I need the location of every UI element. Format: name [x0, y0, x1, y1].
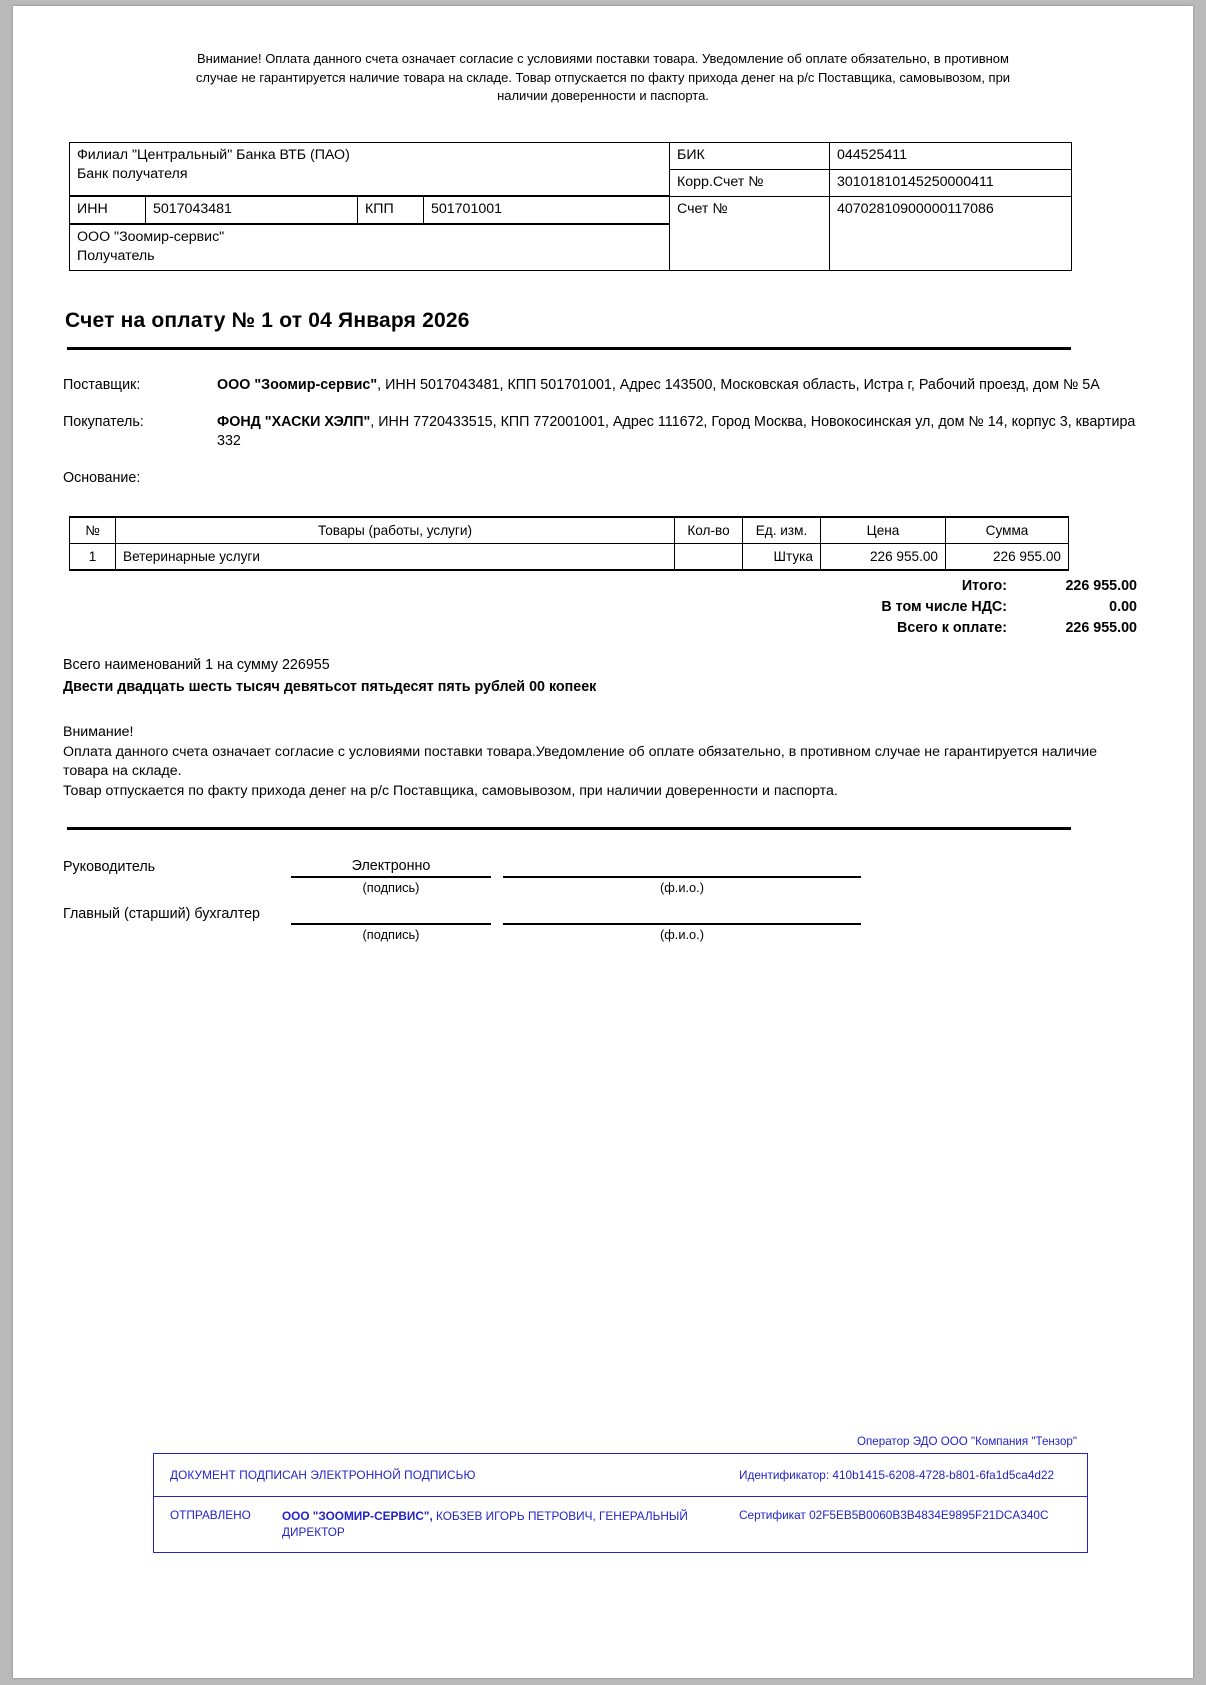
stamp-signer-person: КОБЗЕВ ИГОРЬ ПЕТРОВИЧ, ГЕНЕРАЛЬНЫЙ ДИРЕКТОР: [282, 1509, 688, 1539]
caption-fio-2: (ф.и.о.): [660, 927, 704, 942]
receiver-caption: Получатель: [77, 248, 155, 264]
invoice-page: [13, 6, 1193, 1678]
summary-words: Двести двадцать шесть тысяч девятьсот пятьдесят пять рублей 00 копеек: [63, 679, 597, 695]
accountant-signature: [291, 903, 491, 925]
parties-block: [63, 376, 1143, 488]
cell-number: 1: [70, 544, 116, 571]
supplier-label: Поставщик:: [63, 377, 141, 393]
accountant-fio: [503, 903, 861, 925]
director-captions: [63, 880, 1143, 895]
caption-gap-2: [491, 927, 503, 942]
attention-line-2: Товар отпускается по факту прихода денег на р/с Поставщика, самовывозом, при наличии доверенности и паспорта.: [63, 782, 838, 799]
buyer-name: ФОНД "ХАСКИ ХЭЛП": [217, 413, 371, 430]
accountant-captions: [63, 927, 1143, 942]
buyer-details: , ИНН 7720433515, КПП 772001001, Адрес 111672, Город Москва, Новокосинская ул, дом № 14, корпус 3, квартира 332: [217, 413, 1136, 449]
cell-quantity: [675, 544, 743, 571]
signatures-block: [63, 856, 1143, 942]
bank-caption: Банк получателя: [77, 165, 188, 182]
director-signature: Электронно: [291, 856, 491, 878]
col-sum: Сумма: [946, 517, 1069, 544]
inn-value: 5017043481: [146, 196, 358, 224]
corr-account-label: Корр.Счет №: [670, 169, 830, 196]
caption-signature-1: (подпись): [362, 880, 420, 895]
accountant-row: [63, 903, 1143, 925]
col-number: №: [70, 517, 116, 544]
bik-value: 044525411: [830, 142, 1072, 169]
stamp-certificate: Сертификат 02F5EB5B0060B3B4834E9895F21DCA340C: [739, 1508, 1049, 1522]
title-divider: [67, 347, 1071, 350]
stamp-signed-text: ДОКУМЕНТ ПОДПИСАН ЭЛЕКТРОННОЙ ПОДПИСЬЮ: [170, 1468, 476, 1482]
total-value-payable: 226 955.00: [1065, 620, 1137, 636]
stamp-divider: [154, 1496, 1087, 1497]
signature-divider: [67, 827, 1071, 830]
basis-label: Основание:: [63, 469, 141, 486]
supplier-value: [217, 376, 1143, 396]
items-header-row: [70, 517, 1069, 544]
col-unit: Ед. изм.: [743, 517, 821, 544]
summary-block: [63, 655, 1143, 697]
total-value-itogo: 226 955.00: [1065, 578, 1137, 594]
supplier-details: , ИНН 5017043481, КПП 501701001, Адрес 143500, Московская область, Истра г, Рабочий проезд, дом № 5А: [377, 377, 1100, 393]
bank-name: Филиал "Центральный" Банка ВТБ (ПАО): [77, 146, 350, 163]
total-row-nds: [63, 597, 1137, 618]
accountant-label: Главный (старший) бухгалтер: [63, 906, 260, 922]
stamp-signer-org: ООО "ЗООМИР-СЕРВИС",: [282, 1509, 433, 1523]
cell-goods: Ветеринарные услуги: [116, 544, 675, 571]
basis-row: [63, 469, 1143, 489]
caption-fio-1: (ф.и.о.): [660, 880, 704, 895]
total-label-nds: В том числе НДС:: [881, 599, 1007, 615]
total-value-nds: 0.00: [1109, 599, 1137, 615]
buyer-row: [63, 413, 1143, 452]
corr-account-value: 30101810145250000411: [830, 169, 1072, 196]
total-label-itogo: Итого:: [961, 578, 1007, 594]
caption-spacer-1: [63, 880, 291, 895]
supplier-row: [63, 376, 1143, 396]
total-label-payable: Всего к оплате:: [897, 620, 1007, 636]
stamp-identifier: Идентификатор: 410b1415-6208-4728-b801-6fa1d5ca4d22: [739, 1468, 1055, 1482]
electronic-signature-stamp: [153, 1435, 1088, 1553]
supplier-name: ООО "Зоомир-сервис": [217, 377, 378, 393]
inn-label: ИНН: [70, 196, 146, 224]
stamp-sent-label: ОТПРАВЛЕНО: [170, 1508, 251, 1522]
invoice-title: Счет на оплату № 1 от 04 Января 2026: [65, 309, 470, 332]
buyer-label: Покупатель:: [63, 413, 144, 430]
caption-signature-2: (подпись): [362, 927, 420, 942]
col-goods: Товары (работы, услуги): [116, 517, 675, 544]
caption-spacer-2: [63, 927, 291, 942]
totals-block: [63, 576, 1137, 639]
attention-heading: Внимание!: [63, 724, 134, 740]
table-row: [70, 544, 1069, 571]
account-label: Счет №: [670, 196, 830, 271]
cell-sum: 226 955.00: [946, 544, 1069, 571]
bank-details-table: [69, 142, 1072, 272]
header-notice: Внимание! Оплата данного счета означает согласие с условиями поставки товара. Уведомление об оплате обязательно, в противном случае не гарантируется наличие товара на складе. Товар отпускается по факту прихода денег на р/с Поставщика, самовывозом, при наличии доверенности и паспорта.: [195, 51, 1011, 103]
cell-unit: Штука: [743, 544, 821, 571]
attention-block: [63, 723, 1143, 801]
kpp-label: КПП: [358, 196, 424, 224]
items-table: [69, 516, 1069, 571]
total-row-payable: [63, 618, 1137, 639]
stamp-operator: Оператор ЭДО ООО "Компания "Тензор": [853, 1435, 1081, 1448]
cell-price: 226 955.00: [821, 544, 946, 571]
col-quantity: Кол-во: [675, 517, 743, 544]
col-price: Цена: [821, 517, 946, 544]
director-label: Руководитель: [63, 859, 156, 875]
receiver-name: ООО "Зоомир-сервис": [77, 229, 225, 245]
account-value: 40702810900000117086: [830, 196, 1072, 271]
bik-label: БИК: [670, 142, 830, 169]
attention-line-1: Оплата данного счета означает согласие с условиями поставки товара.Уведомление об оплате обязательно, в противном случае не гарантируется наличие товара на складе.: [63, 743, 1098, 779]
director-fio: [503, 856, 861, 878]
buyer-value: [217, 413, 1143, 452]
total-row-itogo: [63, 576, 1137, 597]
summary-count: Всего наименований 1 на сумму 226955: [63, 657, 330, 673]
director-row: [63, 856, 1143, 878]
stamp-signer: [282, 1508, 722, 1540]
kpp-value: 501701001: [424, 196, 670, 224]
caption-gap-1: [491, 880, 503, 895]
